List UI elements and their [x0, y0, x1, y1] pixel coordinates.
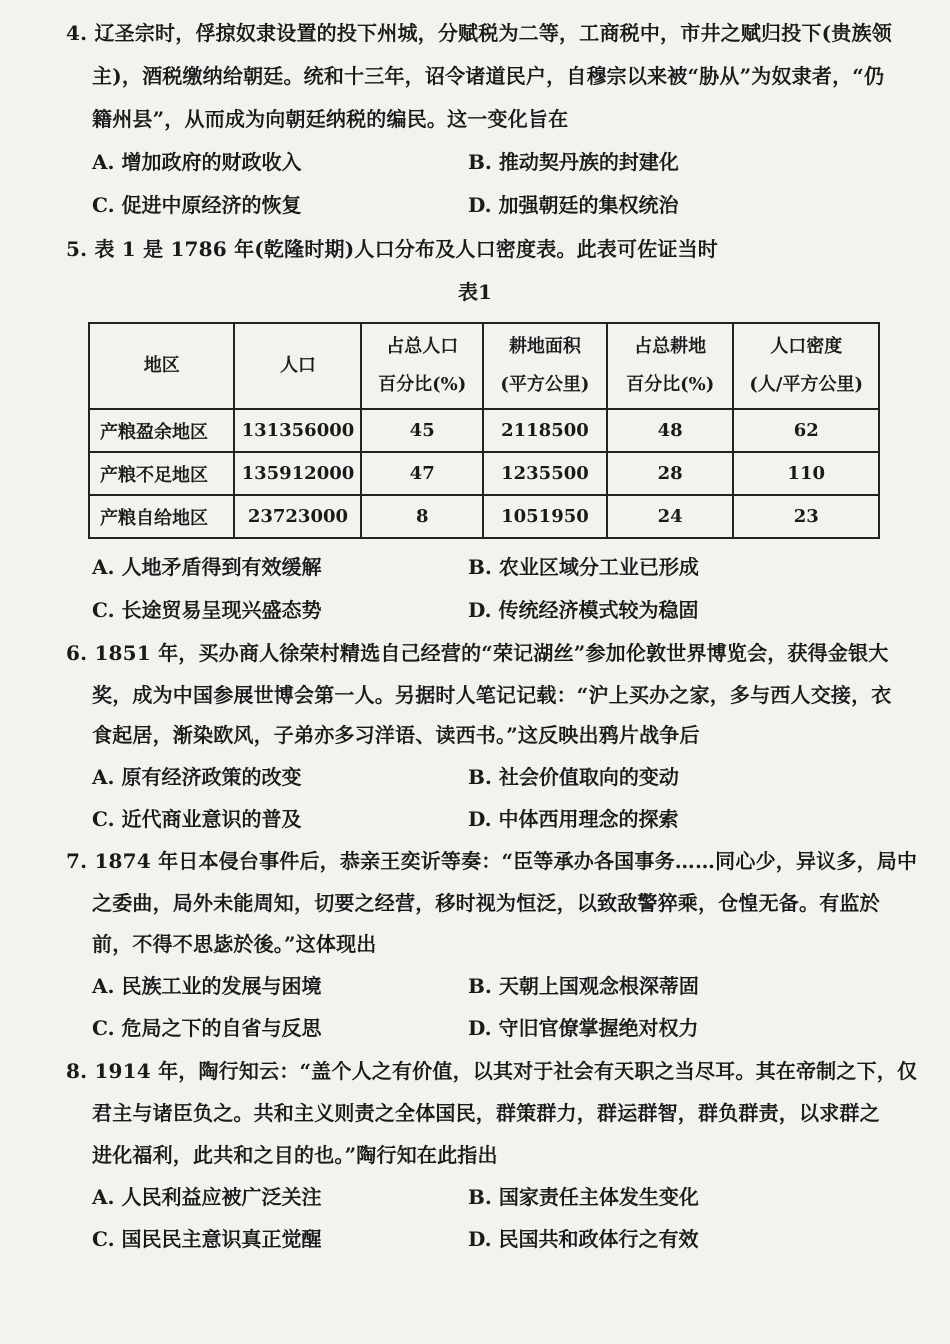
- table-row: [89, 495, 879, 538]
- population-table: [88, 322, 880, 539]
- cell-region: 产粮不足地区: [89, 452, 234, 495]
- table-header-row: [89, 323, 879, 409]
- q6-option-c[interactable]: C. 近代商业意识的普及: [92, 807, 302, 831]
- q4-stem-line-2: 主)，酒税缴纳给朝廷。统和十三年，诏令诸道民户，自穆宗以来被“胁从”为奴隶者，“仍: [92, 64, 885, 88]
- table-caption: 表1: [458, 280, 492, 304]
- cell-density: 62: [733, 409, 879, 452]
- q6-option-d[interactable]: D. 中体西用理念的探索: [468, 807, 679, 831]
- q7-stem-line-3: 前，不得不思毖於後。”这体现出: [92, 932, 377, 956]
- q4-stem-line-3: 籍州县”，从而成为向朝廷纳税的编民。这一变化旨在: [92, 107, 569, 131]
- q6-stem-line-1: 6. 1851 年，买办商人徐荣村精选自己经营的“荣记湖丝”参加伦敦世界博览会，获得金银大: [66, 641, 889, 665]
- q7-option-c[interactable]: C. 危局之下的自省与反思: [92, 1016, 322, 1040]
- q7-option-d[interactable]: D. 守旧官僚掌握绝对权力: [468, 1016, 699, 1040]
- q5-option-b[interactable]: B. 农业区域分工业已形成: [468, 555, 699, 579]
- q8-option-c[interactable]: C. 国民民主意识真正觉醒: [92, 1227, 322, 1251]
- cell-region: 产粮盈余地区: [89, 409, 234, 452]
- q4-stem-line-1: 4. 辽圣宗时，俘掠奴隶设置的投下州城，分赋税为二等，工商税中，市井之赋归投下(贵族领: [66, 21, 892, 45]
- q7-stem-line-2: 之委曲，局外未能周知，切要之经营，移时视为恒泛，以致敌警猝乘，仓惶无备。有监於: [92, 891, 880, 915]
- cell-farmland-area: 1051950: [483, 495, 607, 538]
- q5-option-a[interactable]: A. 人地矛盾得到有效缓解: [92, 555, 322, 579]
- q6-stem-line-2: 奖，成为中国参展世博会第一人。另据时人笔记记载：“沪上买办之家，多与西人交接，衣: [92, 683, 892, 707]
- cell-pop-percent: 47: [361, 452, 483, 495]
- q4-option-c[interactable]: C. 促进中原经济的恢复: [92, 193, 302, 217]
- q8-stem-line-1: 8. 1914 年，陶行知云：“盖个人之有价值，以其对于社会有天职之当尽耳。其在帝制之下，仅: [66, 1059, 918, 1083]
- q7-stem-line-1: 7. 1874 年日本侵台事件后，恭亲王奕䜣等奏：“臣等承办各国事务……同心少，异议多，局中: [66, 849, 918, 873]
- cell-pop-percent: 45: [361, 409, 483, 452]
- header-farmland-area: 耕地面积 (平方公里): [483, 323, 607, 409]
- cell-density: 110: [733, 452, 879, 495]
- q6-stem-line-3: 食起居，渐染欧风，子弟亦多习洋语、读西书。”这反映出鸦片战争后: [92, 723, 700, 747]
- cell-population: 131356000: [234, 409, 361, 452]
- cell-population: 23723000: [234, 495, 361, 538]
- q5-option-c[interactable]: C. 长途贸易呈现兴盛态势: [92, 598, 322, 622]
- q8-stem-line-2: 君主与诸臣负之。共和主义则责之全体国民，群策群力，群运群智，群负群责，以求群之: [92, 1101, 880, 1125]
- header-density: 人口密度 (人/平方公里): [733, 323, 879, 409]
- q8-option-b[interactable]: B. 国家责任主体发生变化: [468, 1185, 699, 1209]
- q7-option-b[interactable]: B. 天朝上国观念根深蒂固: [468, 974, 699, 998]
- q4-option-b[interactable]: B. 推动契丹族的封建化: [468, 150, 679, 174]
- q4-option-a[interactable]: A. 增加政府的财政收入: [92, 150, 302, 174]
- q5-option-d[interactable]: D. 传统经济模式较为稳固: [468, 598, 699, 622]
- header-region: 地区: [89, 323, 234, 409]
- q8-option-a[interactable]: A. 人民利益应被广泛关注: [92, 1185, 322, 1209]
- cell-density: 23: [733, 495, 879, 538]
- header-farmland-percent: 占总耕地 百分比(%): [607, 323, 734, 409]
- cell-farmland-area: 2118500: [483, 409, 607, 452]
- q5-stem-line-1: 5. 表 1 是 1786 年(乾隆时期)人口分布及人口密度表。此表可佐证当时: [66, 237, 718, 261]
- header-pop-percent: 占总人口 百分比(%): [361, 323, 483, 409]
- cell-farmland-percent: 48: [607, 409, 734, 452]
- cell-farmland-area: 1235500: [483, 452, 607, 495]
- q6-option-b[interactable]: B. 社会价值取向的变动: [468, 765, 679, 789]
- q8-stem-line-3: 进化福利，此共和之目的也。”陶行知在此指出: [92, 1143, 498, 1167]
- cell-farmland-percent: 24: [607, 495, 734, 538]
- q6-option-a[interactable]: A. 原有经济政策的改变: [92, 765, 302, 789]
- q8-option-d[interactable]: D. 民国共和政体行之有效: [468, 1227, 699, 1251]
- table-row: [89, 409, 879, 452]
- header-population: 人口: [234, 323, 361, 409]
- q4-option-d[interactable]: D. 加强朝廷的集权统治: [468, 193, 679, 217]
- cell-pop-percent: 8: [361, 495, 483, 538]
- table-row: [89, 452, 879, 495]
- cell-farmland-percent: 28: [607, 452, 734, 495]
- q7-option-a[interactable]: A. 民族工业的发展与困境: [92, 974, 322, 998]
- cell-population: 135912000: [234, 452, 361, 495]
- cell-region: 产粮自给地区: [89, 495, 234, 538]
